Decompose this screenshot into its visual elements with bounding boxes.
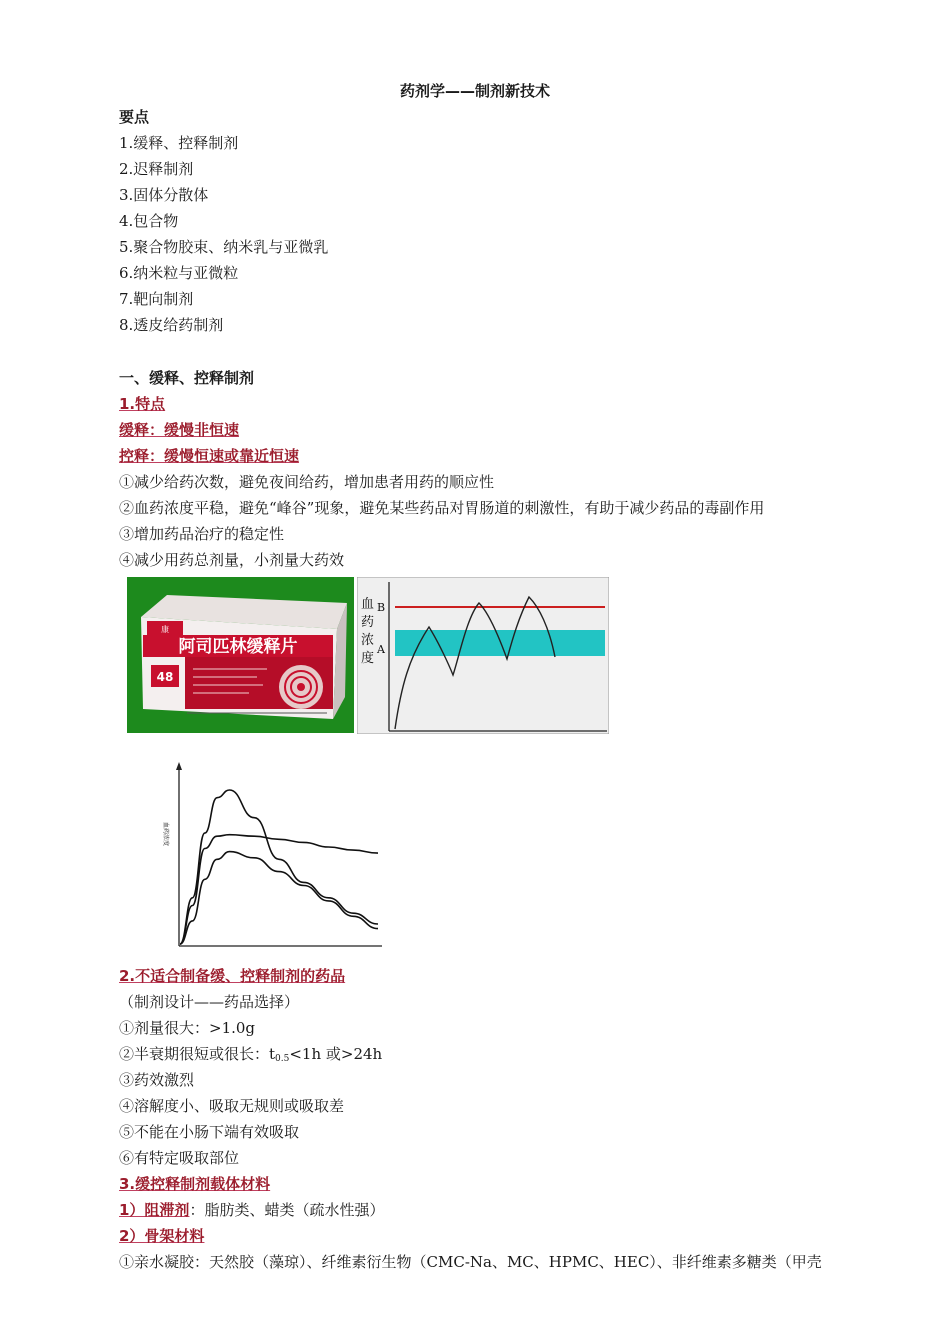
list-item: ④减少用药总剂量，小剂量大药效 xyxy=(119,551,345,569)
subsection-heading: 1.特点 xyxy=(119,395,166,413)
list-item: ⑤不能在小肠下端有效吸取 xyxy=(119,1123,300,1141)
subsection-heading: 2.不适合制备缓、控释制剂的药品 xyxy=(119,967,346,985)
matrix-text: ①亲水凝胶：天然胶（藻琼）、纤维素衍生物（CMC-Na、MC、HPMC、HEC）、非纤维素多糖类（甲壳 xyxy=(119,1253,822,1271)
release-comparison-chart xyxy=(150,760,385,955)
list-item: 5.聚合物胶束、纳米乳与亚微乳 xyxy=(119,238,329,256)
list-item: 8.透皮给药制剂 xyxy=(119,316,224,334)
curve-series-1 xyxy=(180,790,378,944)
curve-series-3 xyxy=(180,852,378,944)
axis-label-char: 药 xyxy=(361,615,375,630)
list-item: 1.缓释、控释制剂 xyxy=(119,134,239,152)
svg-text:康: 康 xyxy=(161,625,169,634)
axis-label-char: 浓 xyxy=(361,633,375,648)
axis-label-char: 血 xyxy=(361,597,375,612)
note-text: （制剂设计——药品选择） xyxy=(119,993,300,1011)
section-heading: 一、缓释、控释制剂 xyxy=(119,369,255,387)
halflife-text: ②半衰期很短或很长：t xyxy=(119,1045,276,1063)
therapeutic-band xyxy=(395,630,605,656)
list-item: ③增加药品治疗的稳定性 xyxy=(119,525,285,543)
definition-controlled: 控释：缓慢恒速或靠近恒速 xyxy=(119,447,300,465)
page-title: 药剂学——制剂新技术 xyxy=(399,82,550,100)
blocker-text: ：脂肪类、蜡类（疏水性强） xyxy=(189,1201,385,1219)
definition-sustained: 缓释：缓慢非恒速 xyxy=(119,421,240,439)
blocker-line xyxy=(119,1200,384,1220)
list-item: ②血药浓度平稳，避免“峰谷”现象，避免某些药品对胃肠道的刺激性，有助于减少药品的毒副作用 xyxy=(119,499,765,517)
tablet-count: 48 xyxy=(156,670,174,684)
halflife-range: <1h 或>24h xyxy=(289,1045,383,1063)
list-item-halflife xyxy=(119,1044,382,1069)
label-b: B xyxy=(377,601,386,614)
halflife-subscript: 0.5 xyxy=(275,1054,290,1064)
list-item: 2.迟释制剂 xyxy=(119,160,194,178)
y-axis-label: 血药浓度 xyxy=(162,822,169,847)
curve-series-2 xyxy=(180,835,378,944)
list-item: ⑥有特定吸取部位 xyxy=(119,1149,240,1167)
blocker-label: 1）阻滞剂 xyxy=(119,1201,190,1219)
list-item: ③药效激烈 xyxy=(119,1071,195,1089)
list-item: 4.包合物 xyxy=(119,212,179,230)
axis-label-char: 度 xyxy=(361,651,375,666)
subsection-heading: 3.缓控释制剂载体材料 xyxy=(119,1175,271,1193)
key-points-heading: 要点 xyxy=(119,108,150,126)
list-item: 7.靶向制剂 xyxy=(119,290,194,308)
blood-concentration-diagram xyxy=(357,577,609,734)
list-item: 6.纳米粒与亚微粒 xyxy=(119,264,239,282)
list-item: ④溶解度小、吸取无规则或吸取差 xyxy=(119,1097,345,1115)
list-item: 3.固体分散体 xyxy=(119,186,209,204)
product-box-image xyxy=(127,577,354,733)
list-item: ①减少给药次数，避免夜间给药，增加患者用药的顺应性 xyxy=(119,473,495,491)
list-item: ①剂量很大：>1.0g xyxy=(119,1019,256,1037)
product-name: 阿司匹林缓释片 xyxy=(178,637,298,657)
matrix-label: 2）骨架材料 xyxy=(119,1227,205,1245)
label-a: A xyxy=(377,643,385,656)
